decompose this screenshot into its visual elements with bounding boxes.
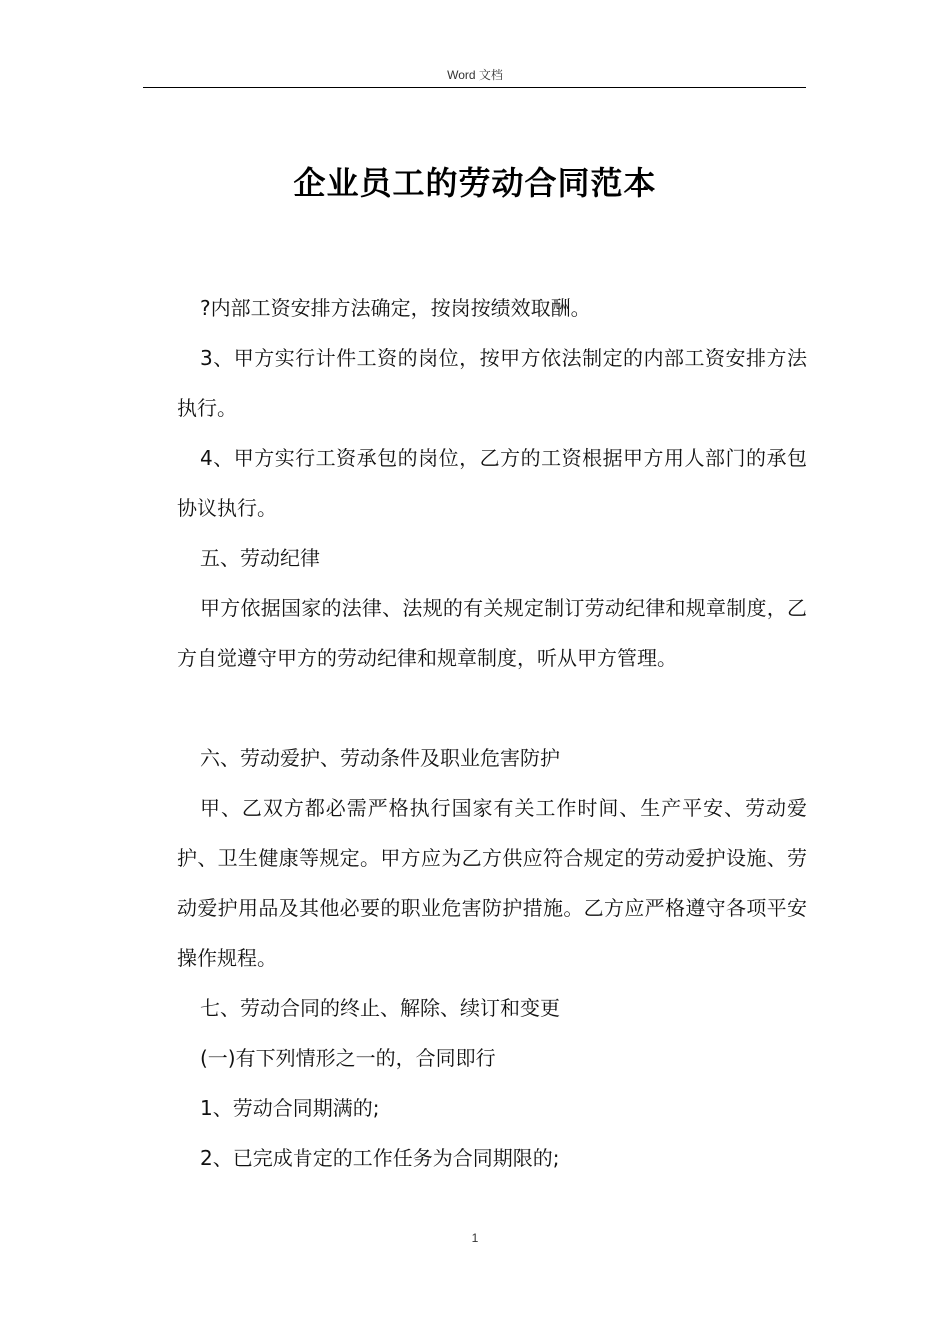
section-heading: 六、劳动爱护、劳动条件及职业危害防护 xyxy=(200,746,560,770)
paragraph: (一)有下列情形之一的，合同即行 xyxy=(200,1046,496,1070)
paragraph: 3、甲方实行计件工资的岗位，按甲方依法制定的内部工资安排方法执行。 xyxy=(177,346,807,420)
paragraph: 甲、乙双方都必需严格执行国家有关工作时间、生产平安、劳动爱护、卫生健康等规定。甲方应为乙方供应符合规定的劳动爱护设施、劳动爱护用品及其他必要的职业危害防护措施。乙方应严格遵守各项平安操作规程。 xyxy=(177,796,807,970)
page-number: 1 xyxy=(471,1231,479,1245)
paragraph: 4、甲方实行工资承包的岗位，乙方的工资根据甲方用人部门的承包协议执行。 xyxy=(177,446,807,520)
list-item: 1、劳动合同期满的; xyxy=(200,1096,380,1120)
paragraph: 甲方依据国家的法律、法规的有关规定制订劳动纪律和规章制度，乙方自觉遵守甲方的劳动纪律和规章制度，听从甲方管理。 xyxy=(177,596,807,670)
paragraph: ?内部工资安排方法确定，按岗按绩效取酬。 xyxy=(200,296,591,320)
list-item: 2、已完成肯定的工作任务为合同期限的; xyxy=(200,1146,560,1170)
section-heading: 七、劳动合同的终止、解除、续订和变更 xyxy=(200,996,560,1020)
page-header: Word 文档 xyxy=(447,68,503,82)
document-body xyxy=(177,283,807,1183)
section-heading: 五、劳动纪律 xyxy=(200,546,320,570)
document-title: 企业员工的劳动合同范本 xyxy=(293,164,657,202)
blank-line xyxy=(177,683,807,733)
header-divider xyxy=(143,87,806,88)
